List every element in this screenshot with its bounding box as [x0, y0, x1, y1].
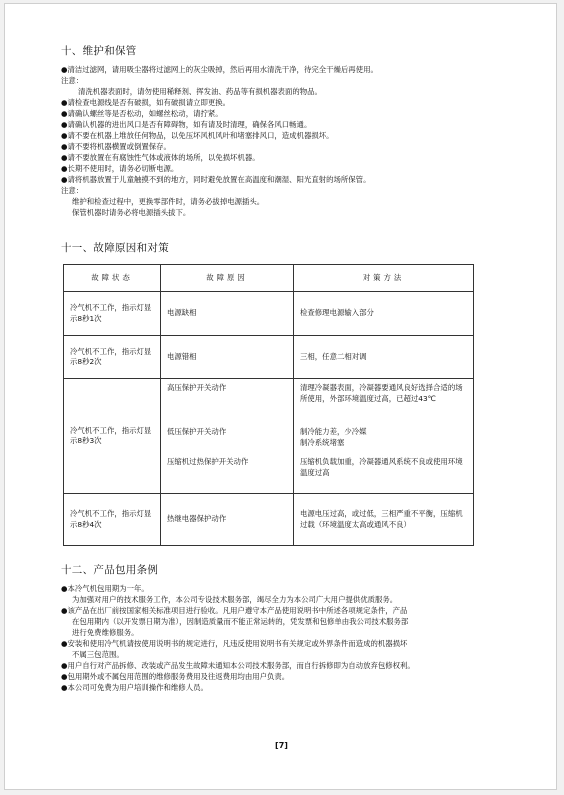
list-item-continuation: 进行免费维修服务。	[72, 628, 139, 637]
table-header-row	[64, 265, 474, 292]
note-text: 维护和检查过程中，更换零部件时，请务必拔掉电源插头。	[72, 197, 265, 206]
note-text: 保管机器时请务必将电源插头拔下。	[72, 208, 191, 217]
list-item: ●长期不使用时，请务必切断电源。	[61, 164, 179, 173]
cause-item: 低压保护开关动作	[167, 427, 227, 436]
list-item-continuation: 为加强对用户的技术服务工作，本公司专设技术服务部，竭尽全力为本公司广大用户提供优质服务。	[72, 595, 398, 604]
fault-cause-cell	[161, 379, 294, 494]
list-item: ●请不要在机器上堆放任何物品，以免压坏风机风叶和堵塞排风口，造成机器损坏。	[61, 131, 334, 140]
fault-state-cell: 冷气机不工作，指示灯显示8秒2次	[64, 336, 161, 379]
fault-state-cell: 冷气机不工作，指示灯显示8秒1次	[64, 292, 161, 336]
cause-item: 高压保护开关动作	[167, 383, 227, 392]
action-item: 压缩机负载加重，冷凝器通风系统不良或使用环境温度过高	[300, 457, 463, 477]
table-header-action: 对策方法	[294, 265, 474, 292]
list-item: ●请不要将机器横置或倒置保存。	[61, 142, 171, 151]
section-12-body	[61, 583, 531, 693]
table-row	[64, 494, 474, 546]
list-item: ●包用期外或不属包用范围的维修服务费用及往返费用均由用户负责。	[61, 672, 290, 681]
fault-cause-cell: 电源错相	[161, 336, 294, 379]
table-row	[64, 292, 474, 336]
page-number: [7]	[275, 741, 288, 750]
table-row	[64, 336, 474, 379]
section-10-body	[61, 64, 531, 218]
section-12-title: 十二、产品包用条例	[61, 564, 159, 576]
list-item: ●本公司可免费为用户培训操作和维修人员。	[61, 683, 208, 692]
section-10-title: 十、维护和保管	[61, 45, 137, 57]
fault-state-cell: 冷气机不工作，指示灯显示8秒4次	[64, 494, 161, 546]
fault-cause-cell: 电源缺相	[161, 292, 294, 336]
fault-state-cell: 冷气机不工作，指示灯显示8秒3次	[64, 379, 161, 494]
note-text: 清洗机器表面时，请勿使用稀释剂、挥发油、药品等有损机器表面的物品。	[78, 87, 322, 96]
list-item: ●该产品在出厂前按国家相关标准项目进行验收。凡用户遵守本产品使用说明书中所述各项规定条件，产品	[61, 606, 408, 615]
list-item: ●清洁过滤网，请用吸尘器将过滤网上的灰尘吸掉，然后再用水清洗干净，待完全干燥后再使用。	[61, 65, 378, 74]
cause-item: 压缩机过热保护开关动作	[167, 457, 249, 466]
manual-page	[4, 3, 557, 790]
fault-action-cell: 三相，任意二相对调	[294, 336, 474, 379]
list-item: ●请不要放置在有腐蚀性气体或液体的场所，以免损坏机器。	[61, 153, 260, 162]
list-item: ●请确认螺丝等是否松动，如螺丝松动，请拧紧。	[61, 109, 223, 118]
list-item: ●请确认机器的进出风口是否有障碍物，如有请及时清理，确保各风口畅通。	[61, 120, 312, 129]
fault-action-cell: 检查修理电源输入部分	[294, 292, 474, 336]
list-item-continuation: 在包用期内（以开发票日期为准），因制造质量而不能正常运转的，凭发票和包修单由我公司技术服务部	[72, 617, 409, 626]
note-label: 注意：	[61, 76, 84, 85]
fault-cause-cell: 热继电器保护动作	[161, 494, 294, 546]
action-item: 清理冷凝器表面，冷凝器要通风良好选择合适的场所使用，外部环境温度过高，已超过43℃	[300, 383, 463, 403]
list-item: ●本冷气机包用期为一年。	[61, 584, 149, 593]
fault-action-cell	[294, 379, 474, 494]
table-row	[64, 379, 474, 494]
note-label: 注意：	[61, 186, 84, 195]
table-header-cause: 故障原因	[161, 265, 294, 292]
list-item: ●安装和使用冷气机请按使用说明书的规定进行，凡违反使用说明书有关规定或外界条件而造成的机器损坏	[61, 639, 408, 648]
action-item: 制冷能力差，少冷媒 制冷系统堵塞	[300, 427, 367, 447]
list-item-continuation: 不属三包范围。	[72, 650, 124, 659]
table-header-state: 故障状态	[64, 265, 161, 292]
list-item: ●用户自行对产品拆修、改装或产品发生故障未通知本公司技术服务部，而自行拆修即为自动放弃包修权利。	[61, 661, 415, 670]
list-item: ●请将机器放置于儿童触摸不到的地方，同时避免放置在高温度和潮湿、阳光直射的场所保管。	[61, 175, 371, 184]
section-11-title: 十一、故障原因和对策	[61, 242, 169, 254]
list-item: ●请检查电源线是否有破损，如有破损请立即更换。	[61, 98, 231, 107]
fault-action-cell: 电源电压过高，或过低，三相严重不平衡，压缩机过载（环境温度太高或通风不良）	[294, 494, 474, 546]
fault-table	[63, 264, 474, 546]
